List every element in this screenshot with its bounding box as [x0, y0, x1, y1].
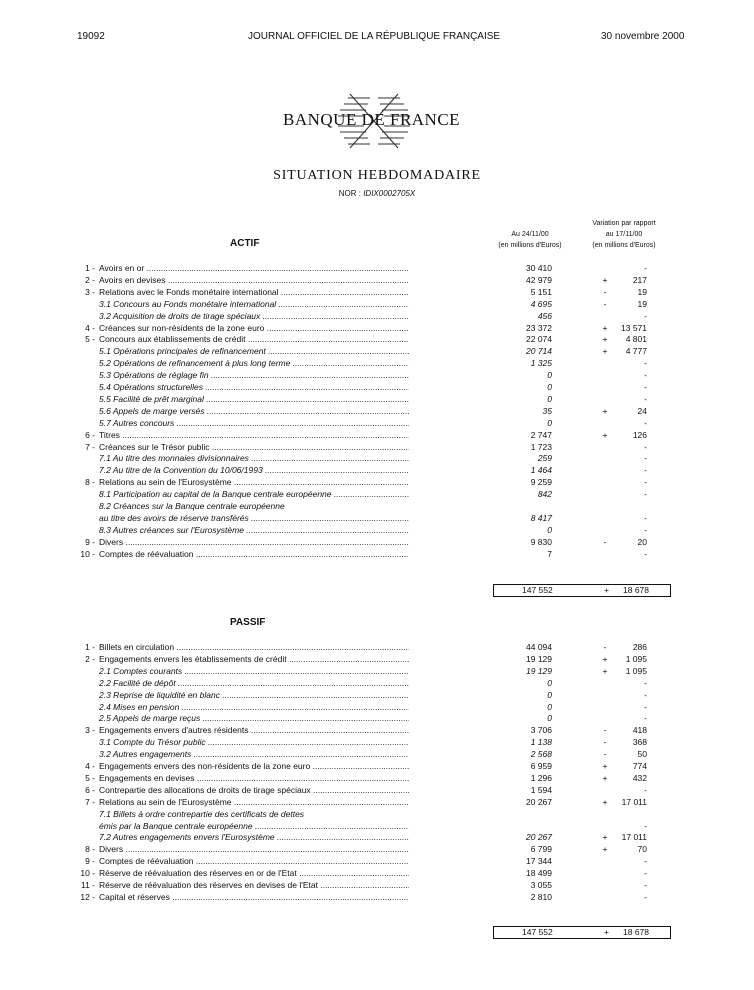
- row-variation: -: [644, 677, 647, 688]
- row-variation: 19: [637, 286, 647, 297]
- row-number: 6 -: [85, 429, 95, 440]
- row-value: 2 747: [530, 429, 552, 440]
- table-row: [0, 832, 754, 844]
- row-label: Créances sur le Trésor public .....: [99, 442, 409, 452]
- row-label: 2.4 Mises en pension .....: [99, 702, 409, 712]
- row-variation: 70: [637, 844, 647, 855]
- table-row: [0, 702, 754, 714]
- table-row: [0, 666, 754, 678]
- row-label: Titres .....: [99, 430, 409, 440]
- row-label: Réserve de réévaluation des réserves en or de l'Etat .....: [99, 868, 409, 878]
- row-variation: -: [644, 713, 647, 724]
- row-number: 9 -: [85, 856, 95, 867]
- row-value: 2 568: [530, 749, 552, 760]
- row-value: 42 979: [526, 274, 552, 285]
- row-value: 1 138: [530, 737, 552, 748]
- date-unit: (en millions d'Euros): [498, 242, 562, 249]
- row-variation-sign: +: [602, 429, 608, 440]
- table-row: [0, 501, 754, 513]
- row-variation-sign: +: [602, 334, 608, 345]
- row-variation: -: [644, 263, 647, 273]
- row-label: Avoirs en or .....: [99, 263, 409, 273]
- row-variation: 432: [632, 772, 647, 783]
- row-variation-sign: +: [602, 761, 608, 771]
- passif-total-sign: +: [604, 927, 609, 937]
- row-variation: 4 777: [625, 346, 647, 357]
- row-value: 6 799: [530, 844, 552, 855]
- row-variation: -: [644, 465, 647, 476]
- row-label: 5.3 Opérations de réglage fin .....: [99, 370, 409, 380]
- row-variation-sign: +: [602, 665, 608, 676]
- row-number: 7 -: [85, 796, 95, 807]
- row-label: Divers .....: [99, 537, 409, 547]
- actif-total-sign: +: [604, 585, 609, 595]
- row-variation: -: [644, 784, 647, 795]
- row-variation-sign: -: [603, 749, 607, 760]
- row-label: Comptes de réévaluation .....: [99, 549, 409, 559]
- passif-total-value: 147 552: [522, 927, 553, 937]
- nor-value: IDIX0002705X: [363, 189, 416, 198]
- row-label: 3.2 Autres engagements .....: [99, 749, 409, 759]
- table-row: [0, 537, 754, 549]
- row-variation: -: [644, 868, 647, 879]
- row-label: 2.5 Appels de marge reçus .....: [99, 713, 409, 723]
- row-number: 9 -: [85, 536, 95, 547]
- actif-total-var: 18 678: [623, 585, 649, 595]
- table-row: [0, 868, 754, 880]
- row-variation-sign: +: [602, 653, 608, 664]
- row-variation: 17 011: [621, 832, 647, 843]
- row-value: 3 706: [530, 725, 552, 736]
- row-number: 3 -: [85, 725, 95, 736]
- row-variation: -: [644, 441, 647, 452]
- table-row: [0, 713, 754, 725]
- row-value: 1 296: [530, 772, 552, 783]
- row-value: 35: [542, 405, 552, 416]
- row-label: Divers .....: [99, 844, 409, 854]
- row-variation: -: [644, 382, 647, 392]
- row-number: 7 -: [85, 441, 95, 452]
- row-number: 5 -: [85, 334, 95, 345]
- table-row: [0, 465, 754, 477]
- row-label: 8.2 Créances sur la Banque centrale européenne: [99, 501, 285, 511]
- table-row: [0, 263, 754, 275]
- row-variation: -: [644, 856, 647, 867]
- row-variation-sign: +: [602, 274, 608, 285]
- table-row: [0, 418, 754, 430]
- row-number: 2 -: [85, 653, 95, 664]
- page-number: 19092: [77, 31, 105, 42]
- variation-column-header: [580, 218, 668, 251]
- row-label: Créances sur non-résidents de la zone euro .....: [99, 323, 409, 333]
- nor-label: NOR :: [338, 189, 361, 198]
- row-variation-sign: -: [603, 536, 607, 547]
- var-head-2: au 17/11/00: [605, 231, 643, 238]
- row-value: 20 267: [526, 796, 552, 807]
- row-number: 5 -: [85, 772, 95, 783]
- row-value: 0: [547, 370, 552, 381]
- row-value: 0: [547, 382, 552, 392]
- table-row: [0, 654, 754, 666]
- row-variation: -: [644, 891, 647, 902]
- row-value: 9 830: [530, 536, 552, 547]
- row-label: Concours aux établissements de crédit .....: [99, 334, 409, 344]
- row-variation-sign: -: [603, 725, 607, 736]
- row-variation: -: [644, 820, 647, 831]
- row-variation-sign: +: [602, 405, 608, 416]
- row-variation: -: [644, 880, 647, 890]
- actif-heading: ACTIF: [230, 238, 260, 249]
- row-variation: -: [644, 489, 647, 500]
- row-number: 2 -: [85, 274, 95, 285]
- row-label: 5.4 Opérations structurelles .....: [99, 382, 409, 392]
- row-value: 4 695: [530, 298, 552, 309]
- row-label: au titre des avoirs de réserve transférés .....: [99, 513, 409, 523]
- table-row: [0, 525, 754, 537]
- row-variation: -: [644, 548, 647, 559]
- row-value: 9 259: [530, 477, 552, 488]
- row-label: 2.2 Facilité de dépôt .....: [99, 678, 409, 688]
- row-value: 1 723: [530, 441, 552, 452]
- row-label: Relations au sein de l'Eurosystème .....: [99, 797, 409, 807]
- row-label: Engagements envers les établissements de crédit .....: [99, 654, 409, 664]
- row-label: 7.1 Au titre des monnaies divisionnaires .....: [99, 453, 409, 463]
- row-number: 8 -: [85, 844, 95, 855]
- row-number: 1 -: [85, 642, 95, 652]
- row-variation: -: [644, 310, 647, 321]
- row-number: 10 -: [80, 868, 95, 879]
- row-value: 8 417: [530, 512, 552, 523]
- row-variation: -: [644, 453, 647, 464]
- table-row: [0, 489, 754, 501]
- row-value: 0: [547, 524, 552, 535]
- passif-heading: PASSIF: [230, 617, 266, 628]
- row-label: Réserve de réévaluation des réserves en devises de l'Etat .....: [99, 880, 409, 890]
- journal-title: JOURNAL OFFICIEL DE LA RÉPUBLIQUE FRANÇAISE: [248, 31, 501, 42]
- issue-date: 30 novembre 2000: [601, 31, 685, 42]
- row-variation: 50: [637, 749, 647, 760]
- row-value: 1 464: [530, 465, 552, 476]
- row-variation: 774: [632, 761, 647, 771]
- row-variation: -: [644, 512, 647, 523]
- row-value: 44 094: [526, 642, 552, 652]
- page-title: SITUATION HEBDOMADAIRE: [273, 168, 481, 183]
- row-number: 6 -: [85, 784, 95, 795]
- row-value: 19 129: [526, 653, 552, 664]
- row-label: 7.2 Au titre de la Convention du 10/06/1993 .....: [99, 465, 409, 475]
- row-label: 3.2 Acquisition de droits de tirage spéciaux .....: [99, 311, 409, 321]
- table-row: [0, 513, 754, 525]
- table-row: [0, 690, 754, 702]
- table-row: [0, 442, 754, 454]
- table-row: [0, 287, 754, 299]
- row-variation: 418: [632, 725, 647, 736]
- table-row: [0, 844, 754, 856]
- row-label: 8.3 Autres créances sur l'Eurosystème .....: [99, 525, 409, 535]
- row-variation: -: [644, 417, 647, 428]
- table-row: [0, 678, 754, 690]
- row-value: 259: [537, 453, 552, 464]
- row-value: 6 959: [530, 761, 552, 771]
- table-row: [0, 749, 754, 761]
- row-variation: 286: [632, 642, 647, 652]
- table-row: [0, 797, 754, 809]
- row-label: 7.1 Billets à ordre contrepartie des certificats de dettes: [99, 808, 305, 819]
- row-variation: 1 095: [625, 665, 647, 676]
- row-label: Engagements envers des non-résidents de la zone euro .....: [99, 761, 409, 771]
- date-head: Au 24/11/00: [511, 231, 549, 238]
- row-variation: 24: [637, 405, 647, 416]
- table-row: [0, 406, 754, 418]
- var-unit: (en millions d'Euros): [592, 242, 656, 249]
- table-row: [0, 334, 754, 346]
- bank-logo-text: BANQUE DE FRANCE: [283, 110, 461, 129]
- row-value: 20 714: [526, 346, 552, 357]
- table-row: [0, 773, 754, 785]
- row-label: Contrepartie des allocations de droits de tirage spéciaux .....: [99, 785, 409, 795]
- passif-total: [493, 926, 671, 939]
- row-label: Relations avec le Fonds monétaire international .....: [99, 287, 409, 297]
- table-row: [0, 358, 754, 370]
- table-row: [0, 275, 754, 287]
- row-variation: 1 095: [625, 653, 647, 664]
- row-variation-sign: -: [603, 642, 607, 652]
- row-value: 17 344: [526, 856, 552, 867]
- table-row: [0, 642, 754, 654]
- row-label: 5.7 Autres concours .....: [99, 418, 409, 428]
- table-row: [0, 323, 754, 335]
- row-label: 7.2 Autres engagements envers l'Eurosystème .....: [99, 832, 409, 842]
- row-label: 5.1 Opérations principales de refinancement .....: [99, 346, 409, 356]
- table-row: [0, 821, 754, 833]
- row-label: 3.1 Concours au Fonds monétaire international .....: [99, 299, 409, 309]
- row-label: 2.3 Reprise de liquidité en blanc .....: [99, 690, 409, 700]
- row-variation: 17 011: [621, 796, 647, 807]
- row-label: 5.5 Facilité de prêt marginal .....: [99, 394, 409, 404]
- row-label: 5.2 Opérations de refinancement à plus long terme .....: [99, 358, 409, 368]
- row-variation: -: [644, 370, 647, 381]
- row-variation-sign: +: [602, 322, 608, 333]
- row-variation-sign: -: [603, 286, 607, 297]
- row-variation-sign: +: [602, 772, 608, 783]
- row-variation: -: [644, 689, 647, 700]
- row-number: 11 -: [80, 880, 95, 890]
- row-variation: -: [644, 358, 647, 369]
- table-row: [0, 477, 754, 489]
- row-label: Billets en circulation .....: [99, 642, 409, 652]
- row-value: 18 499: [526, 868, 552, 879]
- row-value: 2 810: [530, 891, 552, 902]
- row-variation-sign: +: [602, 844, 608, 855]
- table-row: [0, 892, 754, 904]
- table-row: [0, 549, 754, 561]
- row-label: émis par la Banque centrale européenne .....: [99, 821, 409, 831]
- row-variation: 19: [637, 298, 647, 309]
- actif-total: [493, 584, 671, 597]
- row-value: 20 267: [526, 832, 552, 843]
- row-number: 4 -: [85, 322, 95, 333]
- row-variation: -: [644, 477, 647, 488]
- table-row: [0, 311, 754, 323]
- table-row: [0, 453, 754, 465]
- row-label: 5.6 Appels de marge versés .....: [99, 406, 409, 416]
- row-variation: 126: [632, 429, 647, 440]
- row-variation-sign: -: [603, 737, 607, 748]
- table-row: [0, 880, 754, 892]
- table-row: [0, 725, 754, 737]
- row-label: Relations au sein de l'Eurosystème .....: [99, 477, 409, 487]
- row-label: 8.1 Participation au capital de la Banque centrale européenne .....: [99, 489, 409, 499]
- table-row: [0, 761, 754, 773]
- row-variation: 217: [632, 274, 647, 285]
- row-value: 1 325: [530, 358, 552, 369]
- table-row: [0, 299, 754, 311]
- table-row: [0, 370, 754, 382]
- table-row: [0, 394, 754, 406]
- row-number: 10 -: [80, 548, 95, 559]
- row-number: 12 -: [80, 891, 95, 902]
- row-value: 842: [537, 489, 552, 500]
- row-variation: 13 571: [621, 322, 647, 333]
- row-variation: 4 801: [625, 334, 647, 345]
- row-variation: 20: [637, 536, 647, 547]
- table-row: [0, 785, 754, 797]
- row-variation-sign: +: [602, 346, 608, 357]
- row-value: 3 055: [530, 880, 552, 890]
- row-label: Capital et réserves .....: [99, 892, 409, 902]
- row-label: 2.1 Comptes courants .....: [99, 666, 409, 676]
- row-variation-sign: -: [603, 298, 607, 309]
- table-row: [0, 430, 754, 442]
- row-value: 30 410: [526, 263, 552, 273]
- nor-reference: [0, 189, 754, 198]
- row-value: 456: [537, 310, 552, 321]
- row-variation: 368: [632, 737, 647, 748]
- row-variation: -: [644, 701, 647, 712]
- row-value: 0: [547, 677, 552, 688]
- row-variation: -: [644, 524, 647, 535]
- row-value: 0: [547, 689, 552, 700]
- row-value: 23 372: [526, 322, 552, 333]
- row-number: 4 -: [85, 761, 95, 771]
- row-number: 1 -: [85, 263, 95, 273]
- row-number: 3 -: [85, 286, 95, 297]
- table-row: [0, 346, 754, 358]
- row-value: 0: [547, 713, 552, 724]
- table-row: [0, 856, 754, 868]
- actif-total-value: 147 552: [522, 585, 553, 595]
- row-label: Avoirs en devises .....: [99, 275, 409, 285]
- row-value: 19 129: [526, 665, 552, 676]
- passif-total-var: 18 678: [623, 927, 649, 937]
- table-row: [0, 382, 754, 394]
- row-variation-sign: +: [602, 796, 608, 807]
- row-value: 5 151: [530, 286, 552, 297]
- row-value: 22 074: [526, 334, 552, 345]
- row-number: 8 -: [85, 477, 95, 488]
- row-value: 0: [547, 393, 552, 404]
- table-row: [0, 809, 754, 821]
- table-row: [0, 737, 754, 749]
- row-value: 0: [547, 417, 552, 428]
- row-value: 1 594: [530, 784, 552, 795]
- row-label: Engagements en devises .....: [99, 773, 409, 783]
- row-label: Engagements envers d'autres résidents .....: [99, 725, 409, 735]
- row-variation-sign: +: [602, 832, 608, 843]
- row-value: 7: [547, 548, 552, 559]
- date-column-header: [490, 229, 570, 251]
- row-label: Comptes de réévaluation .....: [99, 856, 409, 866]
- row-label: 3.1 Compte du Trésor public .....: [99, 737, 409, 747]
- row-value: 0: [547, 701, 552, 712]
- row-variation: -: [644, 393, 647, 404]
- var-head-1: Variation par rapport: [592, 220, 656, 227]
